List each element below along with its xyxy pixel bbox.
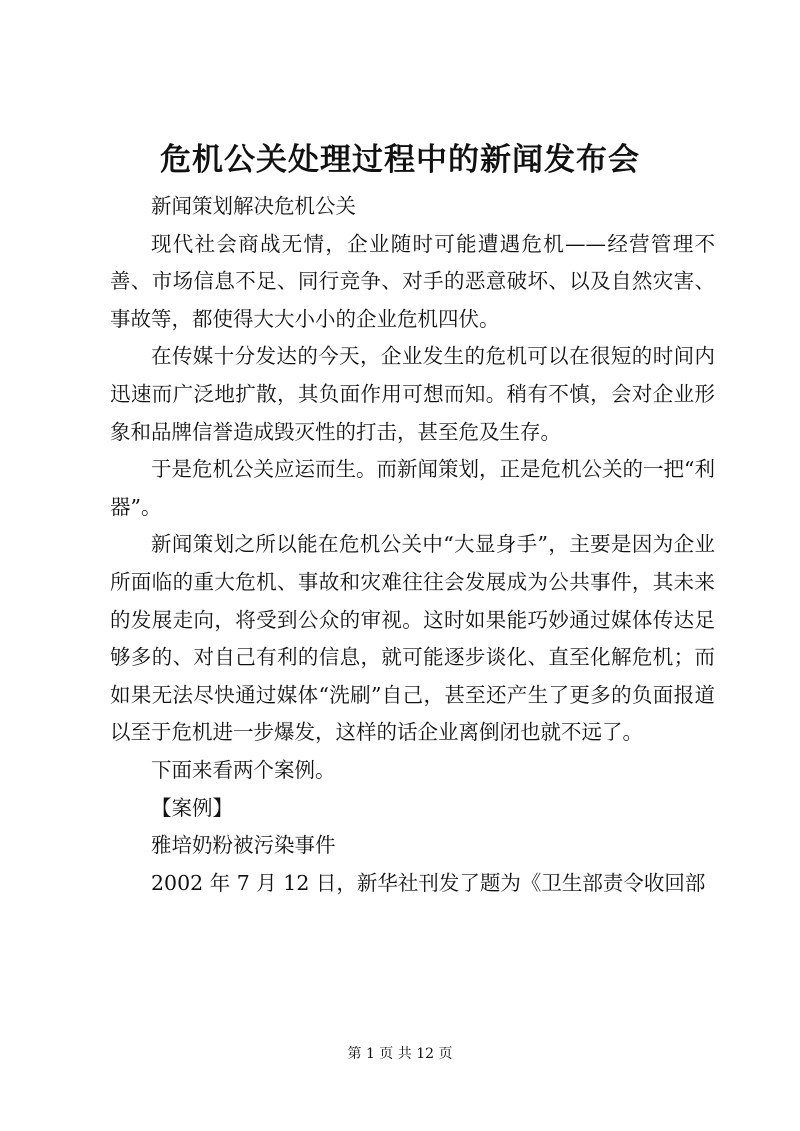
case-heading: 【案例】 [151, 795, 233, 820]
paragraph-subtitle: 新闻策划解决危机公关 [151, 194, 356, 218]
case-title: 雅培奶粉被污染事件 [151, 833, 336, 858]
paragraph: 在传媒十分发达的今天，企业发生的危机可以在很短的时间内迅速而广泛地扩散，其负面作用可想而知。稍有不慎，会对企业形象和品牌信誉造成毁灭性的打击，甚至危及生存。 [110, 344, 715, 444]
paragraph: 现代社会商战无情，企业随时可能遭遇危机——经营管理不善、市场信息不足、同行竞争、对手的恶意破坏、以及自然灾害、事故等，都使得大大小小的企业危机四伏。 [110, 231, 715, 331]
document-title: 危机公关处理过程中的新闻发布会 [160, 142, 640, 178]
paragraph: 2002 年 7 月 12 日，新华社刊发了题为《卫生部责令收回部 [151, 870, 706, 895]
paragraph: 于是危机公关应运而生。而新闻策划，正是危机公关的一把“利器”。 [110, 457, 715, 519]
page-footer: 第 1 页 共 12 页 [347, 1046, 453, 1062]
paragraph: 下面来看两个案例。 [151, 757, 336, 782]
paragraph: 新闻策划之所以能在危机公关中“大显身手”，主要是因为企业所面临的重大危机、事故和灾难往往会发展成为公共事件，其未来的发展走向，将受到公众的审视。这时如果能巧妙通过媒体传达足够多的、对自己有利的信息，就可能逐步谈化、直至化解危机；而如果无法尽快通过媒体“洗刷”自己，甚至还产生了更多的负面报道以至于危机进一步爆发，这样的话企业离倒闭也就不远了。 [110, 532, 715, 745]
document-body [110, 188, 715, 902]
